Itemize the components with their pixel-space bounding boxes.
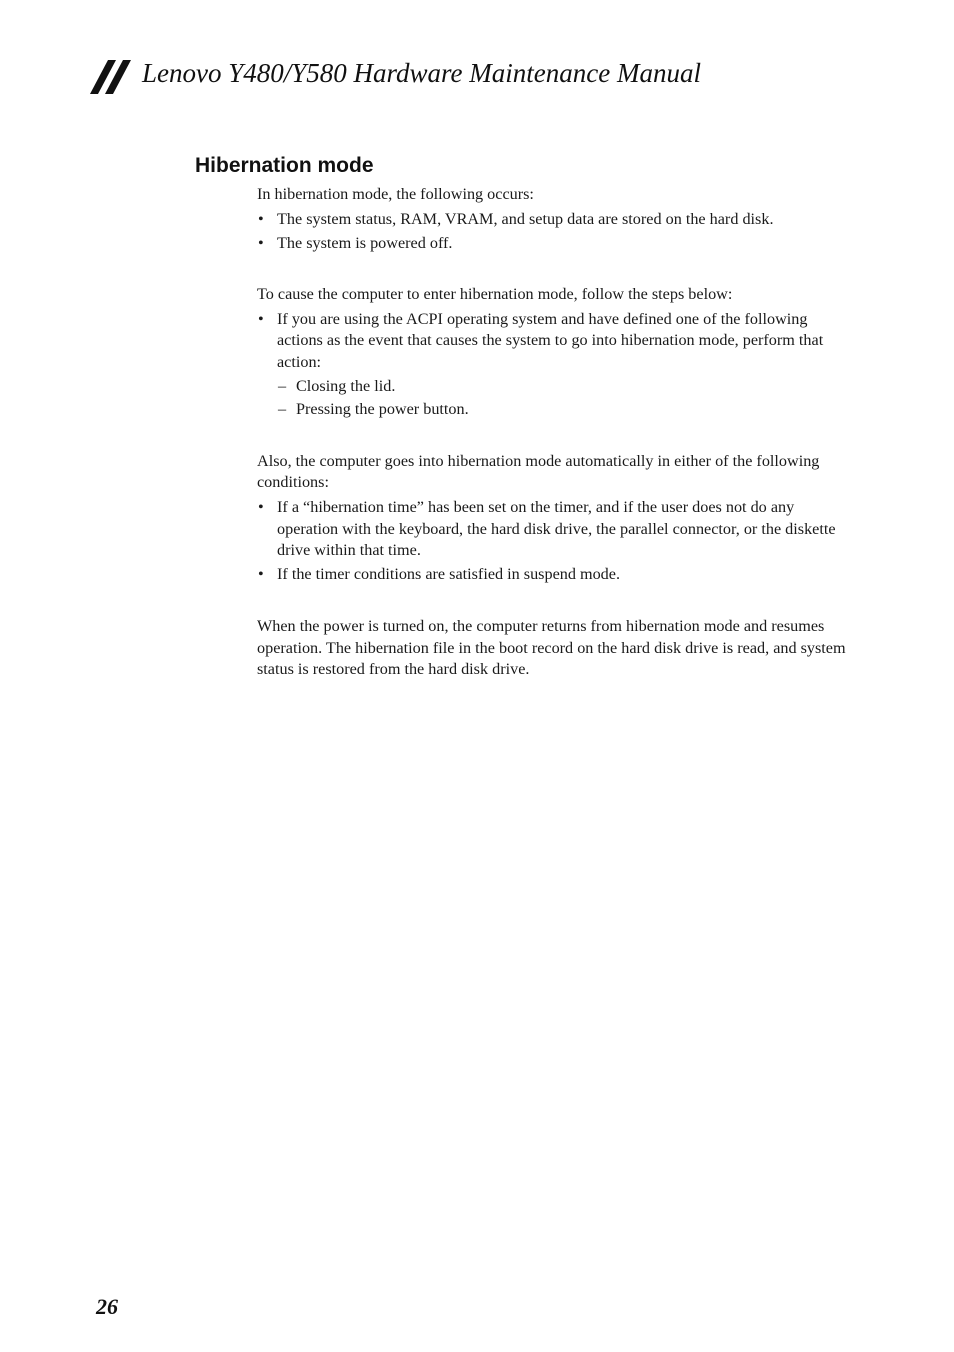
- resume-paragraph: When the power is turned on, the computer returns from hibernation mode and resumes operation. The hibernation file in the boot record on the hard disk drive is read, and system status is restored from the hard disk drive.: [257, 616, 846, 679]
- sublist-item: – Closing the lid.: [277, 376, 857, 398]
- list-item: [257, 309, 857, 421]
- auto-paragraph: Also, the computer goes into hibernation mode automatically in either of the following conditions:: [257, 451, 820, 492]
- steps-sublist: [277, 376, 857, 421]
- double-slash-logo-icon: [90, 60, 134, 94]
- intro-list: [257, 209, 857, 255]
- body-content: [257, 184, 857, 681]
- page-number: 26: [96, 1294, 118, 1319]
- list-item-text: If you are using the ACPI operating system and have defined one of the following actions as the event that causes the system to go into hibernation mode, perform that action:: [277, 309, 824, 372]
- section-title: Hibernation mode: [195, 154, 374, 177]
- list-item: • If the timer conditions are satisfied in suspend mode.: [257, 564, 857, 586]
- list-item: • The system is powered off.: [257, 233, 857, 255]
- steps-paragraph: To cause the computer to enter hibernation mode, follow the steps below:: [257, 285, 733, 304]
- list-item: • If a “hibernation time” has been set on the timer, and if the user does not do any operation with the keyboard, the hard disk drive, the parallel connector, or the diskette drive within that time.: [257, 497, 857, 562]
- intro-paragraph: In hibernation mode, the following occurs:: [257, 185, 534, 203]
- list-item: • The system status, RAM, VRAM, and setup data are stored on the hard disk.: [257, 209, 857, 231]
- auto-list: [257, 497, 857, 586]
- sublist-item: – Pressing the power button.: [277, 399, 857, 421]
- header-title: Lenovo Y480/Y580 Hardware Maintenance Manual: [142, 58, 701, 88]
- steps-list: [257, 309, 857, 421]
